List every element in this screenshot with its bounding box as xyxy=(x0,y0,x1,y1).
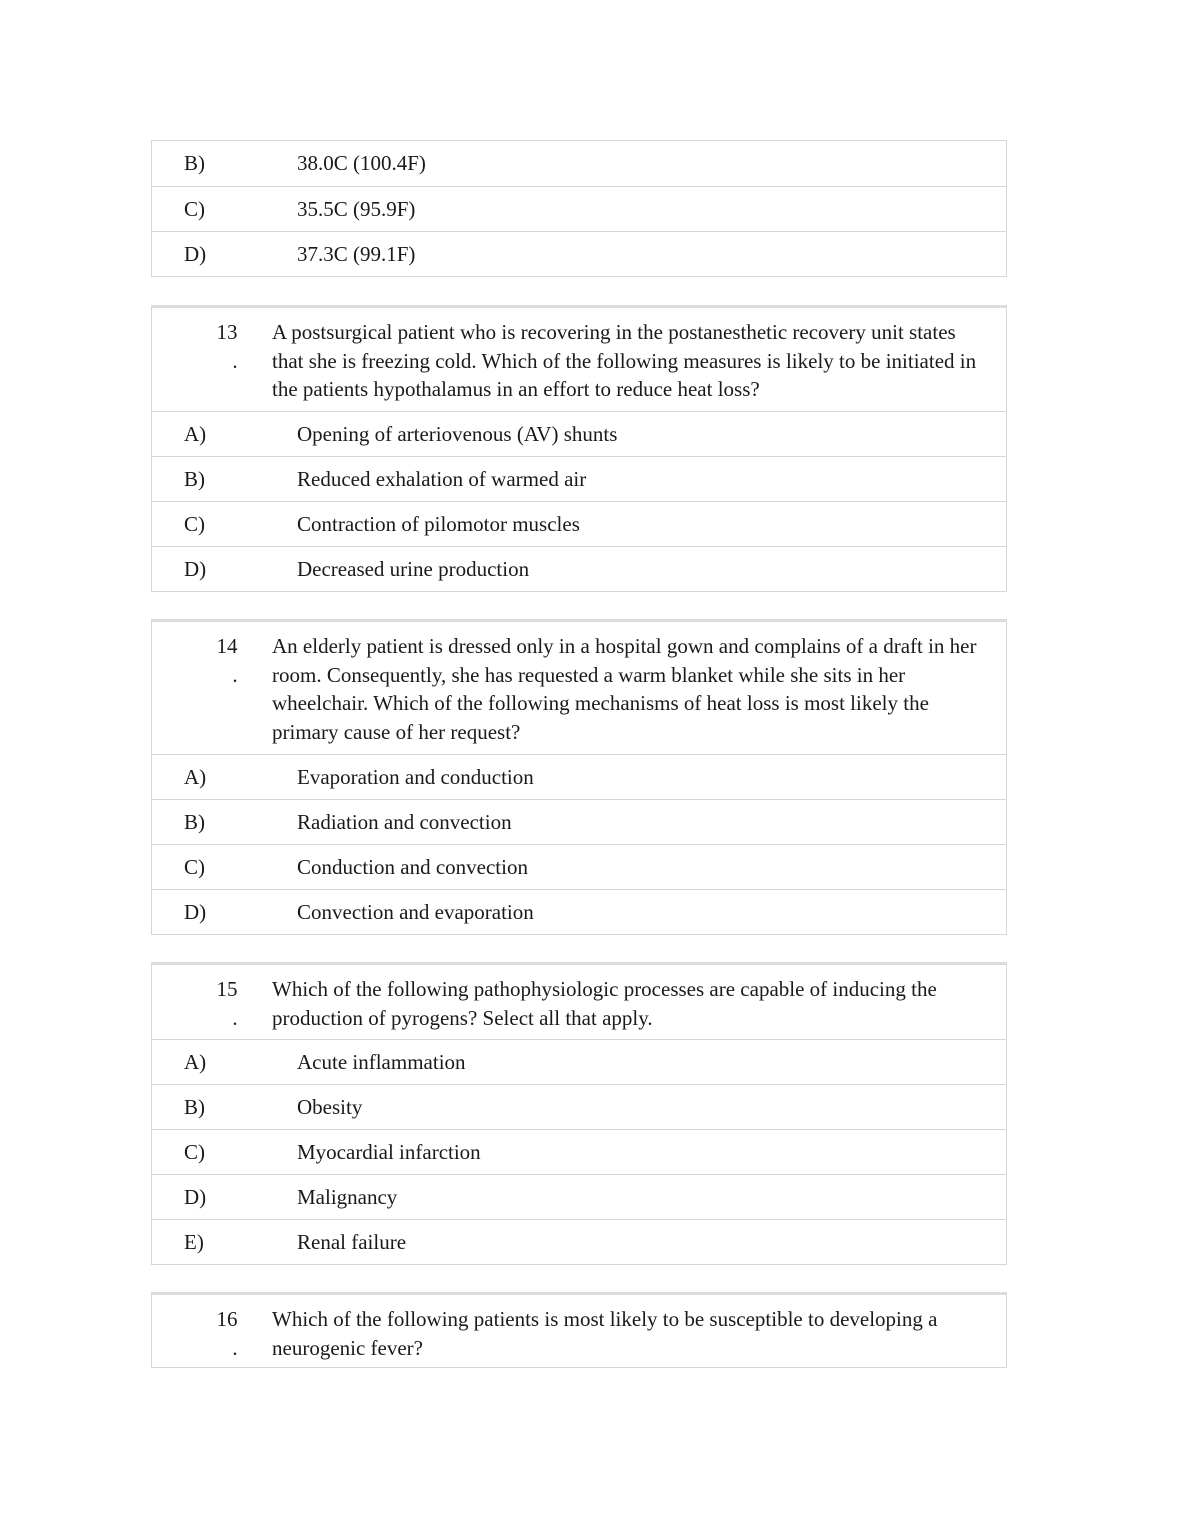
question-row xyxy=(152,965,1006,1039)
option-row xyxy=(152,844,1006,889)
question-number: 16 . xyxy=(216,1307,238,1360)
option-letter: C) xyxy=(184,196,205,221)
option-text: Decreased urine production xyxy=(297,556,530,581)
option-row xyxy=(152,1129,1006,1174)
option-text: Radiation and convection xyxy=(297,809,512,834)
option-letter: D) xyxy=(184,1184,207,1209)
option-row xyxy=(152,141,1006,186)
option-text: Myocardial infarction xyxy=(297,1139,481,1164)
question-14 xyxy=(151,619,1007,935)
option-row xyxy=(152,501,1006,546)
option-letter: B) xyxy=(184,809,205,834)
option-row xyxy=(152,456,1006,501)
option-text: Malignancy xyxy=(297,1184,398,1209)
question-row xyxy=(152,308,1006,411)
option-letter: C) xyxy=(184,511,205,536)
question-text: Which of the following patients is most likely to be susceptible to developing a neurogenic fever? xyxy=(272,1307,938,1360)
question-text: Which of the following pathophysiologic processes are capable of inducing the production of pyrogens? Select all that apply. xyxy=(272,977,937,1030)
question-row xyxy=(152,1295,1006,1367)
option-letter: A) xyxy=(184,764,207,789)
option-text: Renal failure xyxy=(297,1229,407,1254)
option-letter: C) xyxy=(184,854,205,879)
question-16 xyxy=(151,1292,1007,1368)
option-text: Evaporation and conduction xyxy=(297,764,534,789)
option-letter: C) xyxy=(184,1139,205,1164)
option-row xyxy=(152,231,1006,276)
option-text: Reduced exhalation of warmed air xyxy=(297,466,587,491)
option-row xyxy=(152,1039,1006,1084)
option-letter: E) xyxy=(184,1229,204,1254)
option-letter: B) xyxy=(184,466,205,491)
option-text: Opening of arteriovenous (AV) shunts xyxy=(297,421,618,446)
option-text: Contraction of pilomotor muscles xyxy=(297,511,580,536)
option-row xyxy=(152,754,1006,799)
question-text: A postsurgical patient who is recovering in the postanesthetic recovery unit states that she is freezing cold. Which of the following measures is likely to be initiated in the patients hypothalamus in an effort to reduce heat loss? xyxy=(272,320,977,401)
option-text: 37.3C (99.1F) xyxy=(297,241,416,266)
option-letter: D) xyxy=(184,556,207,581)
option-text: Conduction and convection xyxy=(297,854,528,879)
question-row xyxy=(152,622,1006,754)
option-row xyxy=(152,799,1006,844)
question-number: 15 . xyxy=(216,977,238,1030)
option-text: 38.0C (100.4F) xyxy=(297,151,426,175)
option-letter: A) xyxy=(184,421,207,446)
question-13 xyxy=(151,305,1007,592)
question-number: 13 . xyxy=(216,320,238,373)
option-letter: D) xyxy=(184,899,207,924)
option-row xyxy=(152,1084,1006,1129)
option-letter: A) xyxy=(184,1049,207,1074)
option-row xyxy=(152,546,1006,591)
option-text: Acute inflammation xyxy=(297,1049,466,1074)
option-letter: B) xyxy=(184,1094,205,1119)
question-number: 14 . xyxy=(216,634,238,687)
question-12-continued xyxy=(151,140,1007,277)
option-letter: B) xyxy=(184,151,205,175)
option-row xyxy=(152,186,1006,231)
option-row xyxy=(152,1174,1006,1219)
option-letter: D) xyxy=(184,241,207,266)
option-row xyxy=(152,411,1006,456)
option-row xyxy=(152,1219,1006,1264)
option-text: Convection and evaporation xyxy=(297,899,534,924)
option-row xyxy=(152,889,1006,934)
option-text: Obesity xyxy=(297,1094,363,1119)
question-text: An elderly patient is dressed only in a hospital gown and complains of a draft in her room. Consequently, she has requested a warm blanket while she sits in her wheelchair. Which of the following mechanisms of heat loss is most likely the primary cause of her request? xyxy=(272,634,977,744)
option-text: 35.5C (95.9F) xyxy=(297,196,416,221)
question-15 xyxy=(151,962,1007,1265)
